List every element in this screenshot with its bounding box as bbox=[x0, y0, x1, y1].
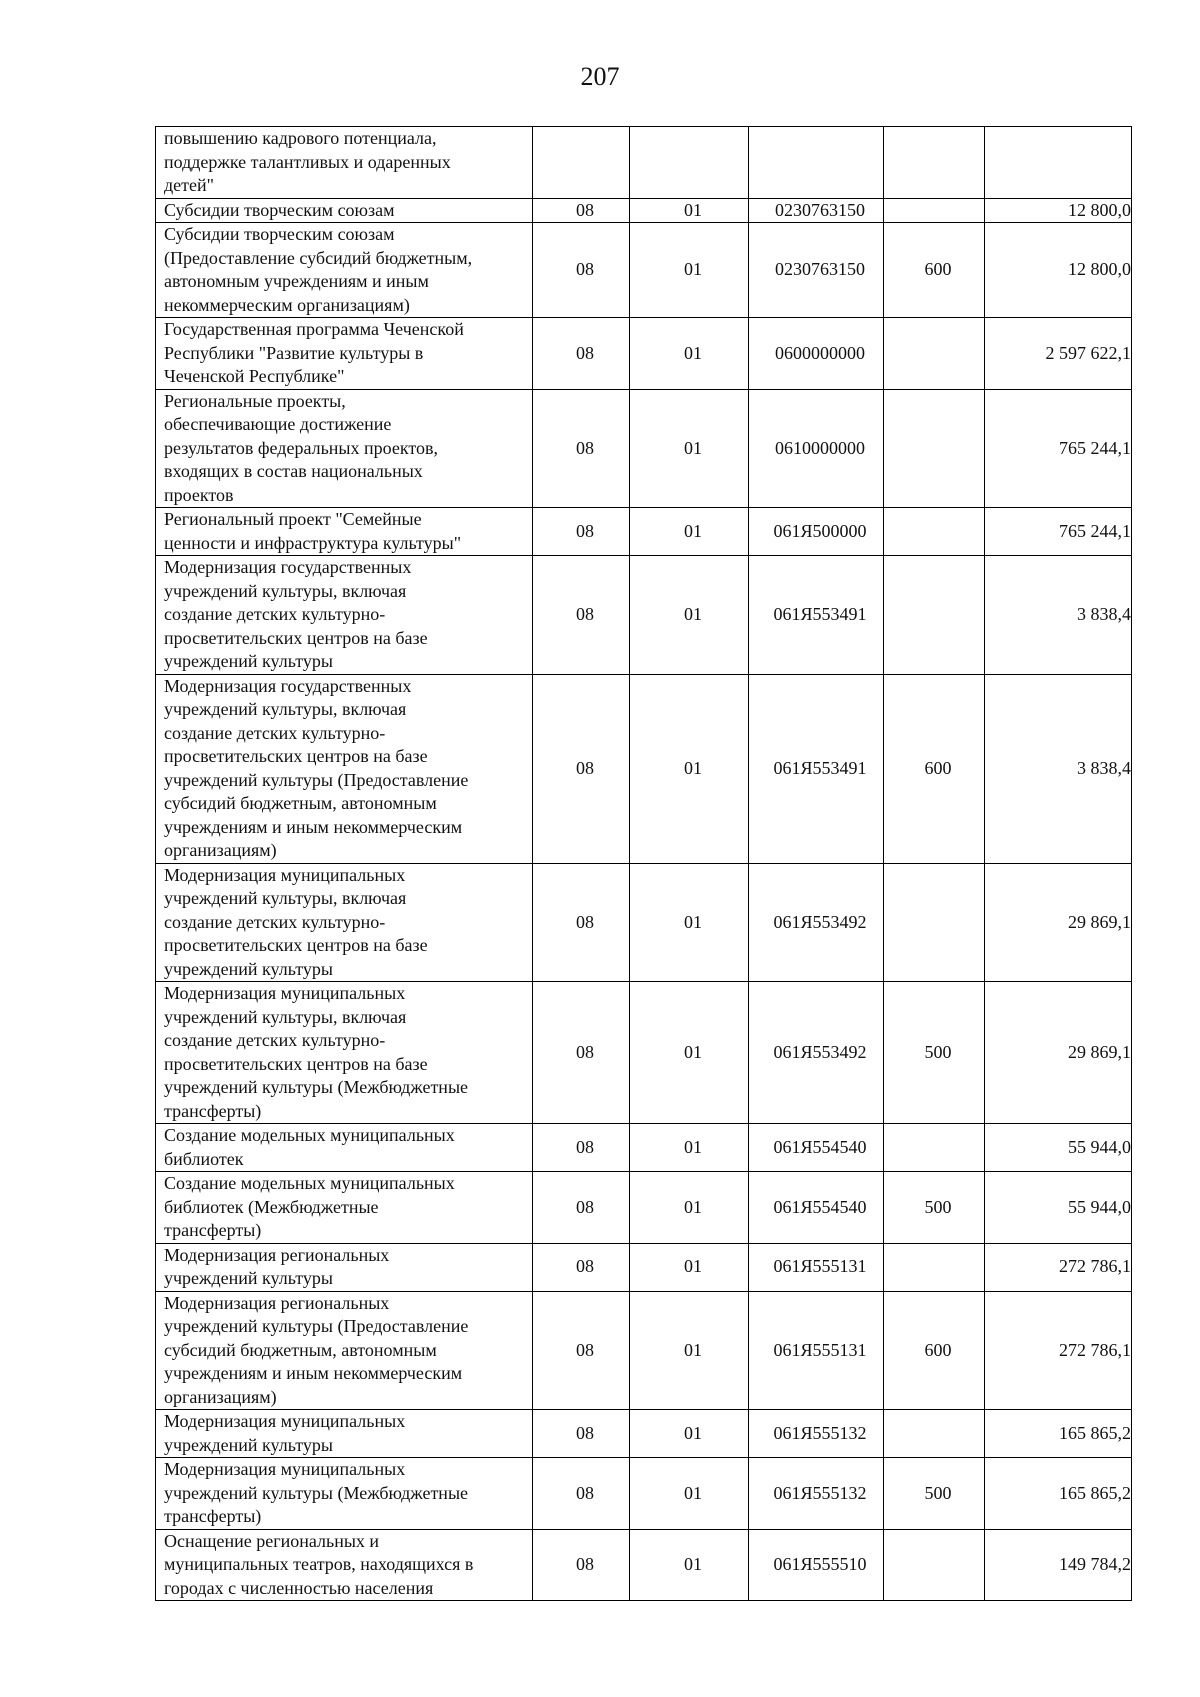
row-target-code-cell: 061Я555131 bbox=[749, 1243, 884, 1291]
row-subsection-cell: 01 bbox=[630, 318, 749, 390]
row-name-cell: Субсидии творческим союзам (Предоставление субсидий бюджетным, автономным учреждениям и иным некоммерческим организациям) bbox=[156, 223, 533, 318]
row-name-cell: повышению кадрового потенциала, поддержке талантливых и одаренных детей" bbox=[156, 127, 533, 199]
table-row bbox=[156, 1410, 1132, 1458]
row-section-cell: 08 bbox=[533, 1172, 630, 1244]
row-expense-type-cell: 500 bbox=[884, 1458, 985, 1530]
table-row bbox=[156, 1124, 1132, 1172]
table-row bbox=[156, 508, 1132, 556]
budget-table-body bbox=[156, 127, 1132, 1601]
row-section-cell: 08 bbox=[533, 223, 630, 318]
row-expense-type-cell: 500 bbox=[884, 982, 985, 1124]
row-target-code-cell: 061Я553492 bbox=[749, 982, 884, 1124]
row-section-cell: 08 bbox=[533, 1458, 630, 1530]
row-expense-type-cell bbox=[884, 508, 985, 556]
row-name-cell: Создание модельных муниципальных библиотек (Межбюджетные трансферты) bbox=[156, 1172, 533, 1244]
row-amount-cell: 765 244,1 bbox=[985, 389, 1132, 508]
row-name-cell: Оснащение региональных и муниципальных театров, находящихся в городах с численностью населения bbox=[156, 1529, 533, 1601]
row-name-cell: Модернизация региональных учреждений культуры (Предоставление субсидий бюджетным, автономным учреждениям и иным некоммерческим организациям) bbox=[156, 1291, 533, 1410]
row-section-cell: 08 bbox=[533, 1243, 630, 1291]
page-number: 207 bbox=[580, 62, 620, 91]
row-amount-cell: 55 944,0 bbox=[985, 1124, 1132, 1172]
row-amount-cell: 29 869,1 bbox=[985, 863, 1132, 982]
row-name-cell: Модернизация государственных учреждений культуры, включая создание детских культурно- просветительских центров на базе учреждений культуры bbox=[156, 556, 533, 675]
row-amount-cell: 165 865,2 bbox=[985, 1410, 1132, 1458]
row-expense-type-cell bbox=[884, 127, 985, 199]
table-row bbox=[156, 1291, 1132, 1410]
row-amount-cell: 3 838,4 bbox=[985, 674, 1132, 863]
row-amount-cell: 2 597 622,1 bbox=[985, 318, 1132, 390]
row-section-cell: 08 bbox=[533, 318, 630, 390]
row-section-cell bbox=[533, 127, 630, 199]
row-expense-type-cell bbox=[884, 556, 985, 675]
row-expense-type-cell: 600 bbox=[884, 1291, 985, 1410]
row-target-code-cell: 061Я554540 bbox=[749, 1124, 884, 1172]
row-subsection-cell: 01 bbox=[630, 556, 749, 675]
row-section-cell: 08 bbox=[533, 508, 630, 556]
row-subsection-cell: 01 bbox=[630, 982, 749, 1124]
table-row bbox=[156, 198, 1132, 223]
row-subsection-cell: 01 bbox=[630, 198, 749, 223]
row-section-cell: 08 bbox=[533, 1124, 630, 1172]
row-target-code-cell bbox=[749, 127, 884, 199]
row-target-code-cell: 061Я555510 bbox=[749, 1529, 884, 1601]
row-expense-type-cell bbox=[884, 198, 985, 223]
row-amount-cell: 765 244,1 bbox=[985, 508, 1132, 556]
row-name-cell: Модернизация региональных учреждений культуры bbox=[156, 1243, 533, 1291]
row-amount-cell: 272 786,1 bbox=[985, 1243, 1132, 1291]
row-amount-cell: 12 800,0 bbox=[985, 198, 1132, 223]
row-amount-cell: 55 944,0 bbox=[985, 1172, 1132, 1244]
table-row bbox=[156, 1529, 1132, 1601]
row-amount-cell bbox=[985, 127, 1132, 199]
row-subsection-cell: 01 bbox=[630, 1172, 749, 1244]
table-row bbox=[156, 1458, 1132, 1530]
row-section-cell: 08 bbox=[533, 198, 630, 223]
row-amount-cell: 29 869,1 bbox=[985, 982, 1132, 1124]
table-row bbox=[156, 1172, 1132, 1244]
row-name-cell: Модернизация муниципальных учреждений культуры (Межбюджетные трансферты) bbox=[156, 1458, 533, 1530]
row-name-cell: Модернизация муниципальных учреждений культуры bbox=[156, 1410, 533, 1458]
row-target-code-cell: 061Я555131 bbox=[749, 1291, 884, 1410]
row-name-cell: Создание модельных муниципальных библиотек bbox=[156, 1124, 533, 1172]
row-expense-type-cell bbox=[884, 863, 985, 982]
row-target-code-cell: 061Я555132 bbox=[749, 1410, 884, 1458]
row-target-code-cell: 061Я553492 bbox=[749, 863, 884, 982]
row-subsection-cell: 01 bbox=[630, 389, 749, 508]
row-subsection-cell bbox=[630, 127, 749, 199]
row-section-cell: 08 bbox=[533, 674, 630, 863]
row-target-code-cell: 0600000000 bbox=[749, 318, 884, 390]
row-subsection-cell: 01 bbox=[630, 1243, 749, 1291]
table-row bbox=[156, 674, 1132, 863]
row-target-code-cell: 0230763150 bbox=[749, 223, 884, 318]
row-name-cell: Субсидии творческим союзам bbox=[156, 198, 533, 223]
row-amount-cell: 165 865,2 bbox=[985, 1458, 1132, 1530]
row-section-cell: 08 bbox=[533, 863, 630, 982]
row-amount-cell: 3 838,4 bbox=[985, 556, 1132, 675]
row-target-code-cell: 061Я554540 bbox=[749, 1172, 884, 1244]
table-row bbox=[156, 863, 1132, 982]
row-subsection-cell: 01 bbox=[630, 1458, 749, 1530]
row-section-cell: 08 bbox=[533, 556, 630, 675]
row-target-code-cell: 061Я553491 bbox=[749, 556, 884, 675]
row-subsection-cell: 01 bbox=[630, 223, 749, 318]
table-row bbox=[156, 982, 1132, 1124]
row-expense-type-cell bbox=[884, 318, 985, 390]
row-subsection-cell: 01 bbox=[630, 508, 749, 556]
row-name-cell: Модернизация государственных учреждений культуры, включая создание детских культурно- просветительских центров на базе учреждений культуры (Предоставление субсидий бюджетным, автономным учреждениям и иным некоммерческим организациям) bbox=[156, 674, 533, 863]
row-section-cell: 08 bbox=[533, 982, 630, 1124]
row-expense-type-cell bbox=[884, 1124, 985, 1172]
row-expense-type-cell: 500 bbox=[884, 1172, 985, 1244]
table-row bbox=[156, 127, 1132, 199]
row-subsection-cell: 01 bbox=[630, 1124, 749, 1172]
row-name-cell: Модернизация муниципальных учреждений культуры, включая создание детских культурно- просветительских центров на базе учреждений культуры bbox=[156, 863, 533, 982]
row-name-cell: Модернизация муниципальных учреждений культуры, включая создание детских культурно- просветительских центров на базе учреждений культуры (Межбюджетные трансферты) bbox=[156, 982, 533, 1124]
row-subsection-cell: 01 bbox=[630, 1291, 749, 1410]
row-target-code-cell: 061Я500000 bbox=[749, 508, 884, 556]
row-expense-type-cell bbox=[884, 1243, 985, 1291]
row-expense-type-cell bbox=[884, 1410, 985, 1458]
row-subsection-cell: 01 bbox=[630, 1410, 749, 1458]
row-name-cell: Региональные проекты, обеспечивающие достижение результатов федеральных проектов, входящих в состав национальных проектов bbox=[156, 389, 533, 508]
row-target-code-cell: 0610000000 bbox=[749, 389, 884, 508]
row-subsection-cell: 01 bbox=[630, 863, 749, 982]
row-expense-type-cell bbox=[884, 1529, 985, 1601]
row-target-code-cell: 061Я555132 bbox=[749, 1458, 884, 1530]
table-row bbox=[156, 223, 1132, 318]
row-section-cell: 08 bbox=[533, 1410, 630, 1458]
table-row bbox=[156, 389, 1132, 508]
table-row bbox=[156, 1243, 1132, 1291]
table-row bbox=[156, 318, 1132, 390]
budget-table bbox=[155, 126, 1132, 1601]
row-amount-cell: 12 800,0 bbox=[985, 223, 1132, 318]
row-subsection-cell: 01 bbox=[630, 1529, 749, 1601]
table-row bbox=[156, 556, 1132, 675]
row-target-code-cell: 061Я553491 bbox=[749, 674, 884, 863]
row-amount-cell: 149 784,2 bbox=[985, 1529, 1132, 1601]
row-section-cell: 08 bbox=[533, 389, 630, 508]
row-name-cell: Государственная программа Чеченской Республики "Развитие культуры в Чеченской Республике" bbox=[156, 318, 533, 390]
row-expense-type-cell bbox=[884, 389, 985, 508]
row-name-cell: Региональный проект "Семейные ценности и инфраструктура культуры" bbox=[156, 508, 533, 556]
row-subsection-cell: 01 bbox=[630, 674, 749, 863]
row-target-code-cell: 0230763150 bbox=[749, 198, 884, 223]
row-section-cell: 08 bbox=[533, 1529, 630, 1601]
row-amount-cell: 272 786,1 bbox=[985, 1291, 1132, 1410]
row-expense-type-cell: 600 bbox=[884, 223, 985, 318]
row-section-cell: 08 bbox=[533, 1291, 630, 1410]
row-expense-type-cell: 600 bbox=[884, 674, 985, 863]
